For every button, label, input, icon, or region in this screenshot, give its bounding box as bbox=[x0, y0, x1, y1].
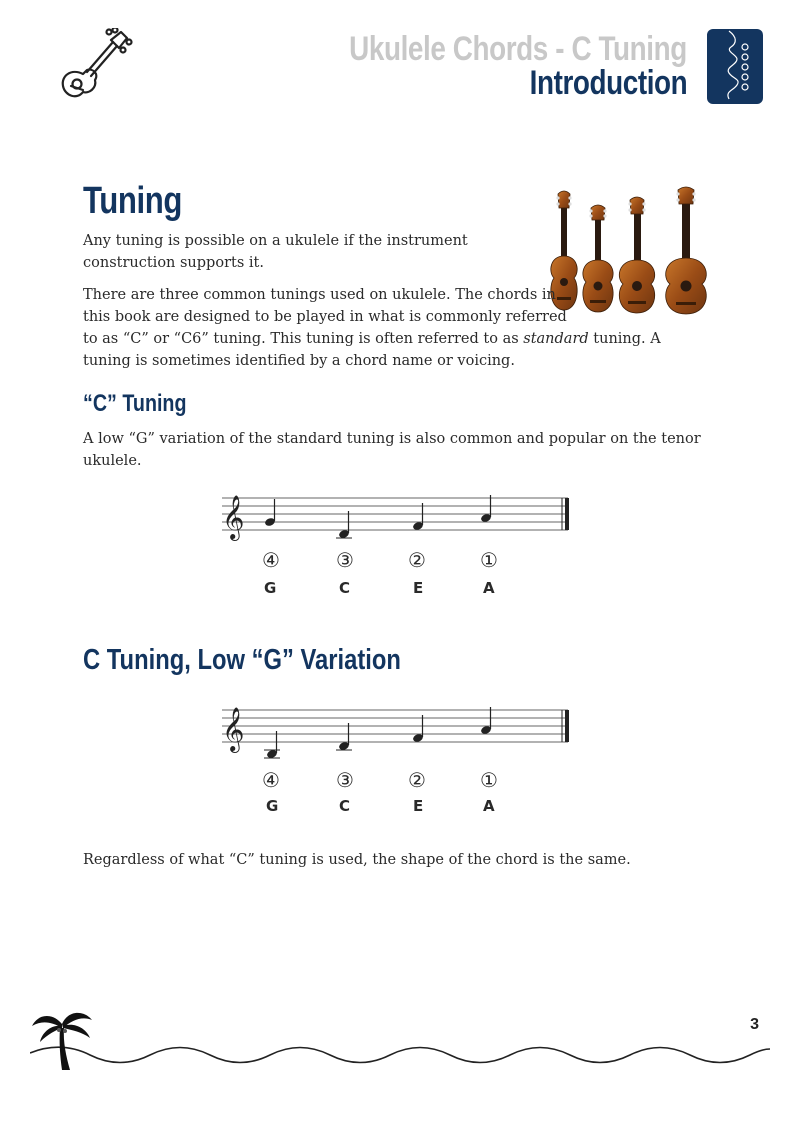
chapter-tab bbox=[707, 29, 763, 104]
c-tuning-subheading: “C” Tuning bbox=[83, 390, 187, 417]
note-name-c: C bbox=[339, 797, 351, 815]
intro-paragraph: Any tuning is possible on a ukulele if the instrument construction supports it. bbox=[83, 233, 468, 271]
string-3-marker: ③ bbox=[336, 768, 354, 792]
footer-wave bbox=[30, 1035, 770, 1075]
note-name-a: A bbox=[483, 579, 495, 597]
ukulele-logo-icon bbox=[55, 28, 135, 103]
string-1-marker: ① bbox=[480, 768, 498, 792]
page-heading: Tuning bbox=[83, 180, 183, 222]
note-name-e: E bbox=[413, 797, 424, 815]
low-g-tuning-staff bbox=[218, 702, 578, 764]
standard-tuning-staff bbox=[218, 490, 578, 552]
note-name-g: G bbox=[266, 797, 279, 815]
tunings-paragraph-line-1: There are three common tunings used on ukulele. The chords in bbox=[83, 287, 556, 303]
standard-tuning-labels bbox=[0, 548, 794, 598]
wavy-chain-icon bbox=[707, 29, 763, 104]
string-2-marker: ② bbox=[408, 548, 426, 572]
low-g-heading: C Tuning, Low “G” Variation bbox=[83, 644, 401, 676]
book-title: Ukulele Chords - C Tuning bbox=[349, 30, 687, 68]
string-4-marker: ④ bbox=[262, 548, 280, 572]
tunings-paragraph bbox=[83, 284, 713, 372]
low-g-tuning-labels bbox=[0, 768, 794, 818]
treble-clef-icon: 𝄞 bbox=[222, 495, 245, 539]
section-title: Introduction bbox=[529, 64, 687, 102]
standard-emphasis: standard bbox=[523, 331, 589, 347]
note-name-a: A bbox=[483, 797, 495, 815]
closing-paragraph: Regardless of what “C” tuning is used, the shape of the chord is the same. bbox=[83, 852, 631, 868]
string-2-marker: ② bbox=[408, 768, 426, 792]
tunings-paragraph-tail: to as “C” or “C6” tuning. This tuning is often referred to as bbox=[83, 331, 524, 347]
low-g-paragraph: A low “G” variation of the standard tuning is also common and popular on the tenor ukulele. bbox=[83, 431, 701, 469]
treble-clef-icon: 𝄞 bbox=[222, 707, 245, 751]
palm-tree-icon bbox=[30, 1006, 96, 1072]
string-1-marker: ① bbox=[480, 548, 498, 572]
string-3-marker: ③ bbox=[336, 548, 354, 572]
note-name-g: G bbox=[264, 579, 277, 597]
tunings-paragraph-end: tuning. A tuning is sometimes identified by a chord name or voicing. bbox=[83, 331, 661, 369]
string-4-marker: ④ bbox=[262, 768, 280, 792]
note-name-c: C bbox=[339, 579, 351, 597]
tunings-paragraph-line-2: this book are designed to be played in what is commonly referred bbox=[83, 309, 567, 325]
note-name-e: E bbox=[413, 579, 424, 597]
page-number: 3 bbox=[750, 1016, 759, 1033]
